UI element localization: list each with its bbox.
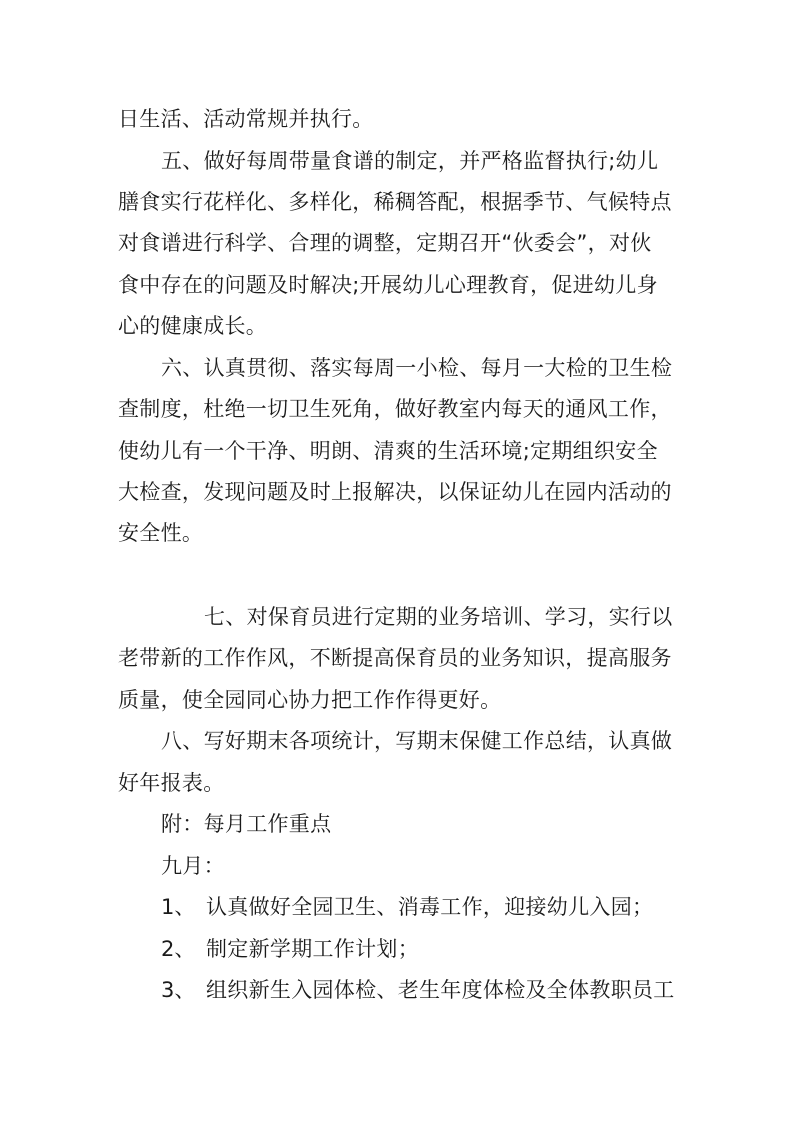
- paragraph-line: 食中存在的问题及时解决;开展幼儿心理教育，促进幼儿身: [118, 273, 658, 297]
- paragraph-line: 使幼儿有一个干净、明朗、清爽的生活环境;定期组织安全: [118, 439, 658, 463]
- paragraph-line: 五、做好每周带量食谱的制定，并严格监督执行;幼儿: [161, 149, 659, 173]
- paragraph-line: 六、认真贯彻、落实每周一小检、每月一大检的卫生检: [161, 356, 673, 380]
- list-item-text: 组织新生入园体检、老生年度体检及全体教职员工: [206, 978, 675, 1002]
- appendix-title: 附：每月工作重点: [161, 812, 332, 836]
- paragraph-line: 对食谱进行科学、合理的调整，定期召开“伙委会”，对伙: [118, 231, 652, 255]
- paragraph-line: 日生活、活动常规并执行。: [118, 107, 374, 131]
- list-item-number: 3、: [161, 978, 196, 1002]
- paragraph-line: 七、对保育员进行定期的业务培训、学习，实行以: [204, 605, 673, 629]
- paragraph-line: 大检查，发现问题及时上报解决，以保证幼儿在园内活动的: [118, 480, 672, 504]
- paragraph-line: 好年报表。: [118, 771, 225, 795]
- list-item-text: 制定新学期工作计划；: [206, 937, 419, 961]
- month-heading: 九月：: [161, 854, 225, 878]
- paragraph-line: 心的健康成长。: [118, 314, 268, 338]
- paragraph-line: 八、写好期末各项统计，写期末保健工作总结，认真做: [161, 729, 673, 753]
- paragraph-line: 查制度，杜绝一切卫生死角，做好教室内每天的通风工作，: [118, 397, 672, 421]
- paragraph-line: 安全性。: [118, 521, 204, 545]
- paragraph-line: 膳食实行花样化、多样化，稀稠答配，根据季节、气候特点: [118, 190, 672, 214]
- paragraph-line: 质量，使全园同心协力把工作作得更好。: [118, 688, 502, 712]
- paragraph-line: 老带新的工作作风，不断提高保育员的业务知识，提高服务: [118, 646, 672, 670]
- list-item-number: 2、: [161, 937, 196, 961]
- list-item-text: 认真做好全园卫生、消毒工作，迎接幼儿入园；: [206, 895, 654, 919]
- list-item-number: 1、: [161, 895, 196, 919]
